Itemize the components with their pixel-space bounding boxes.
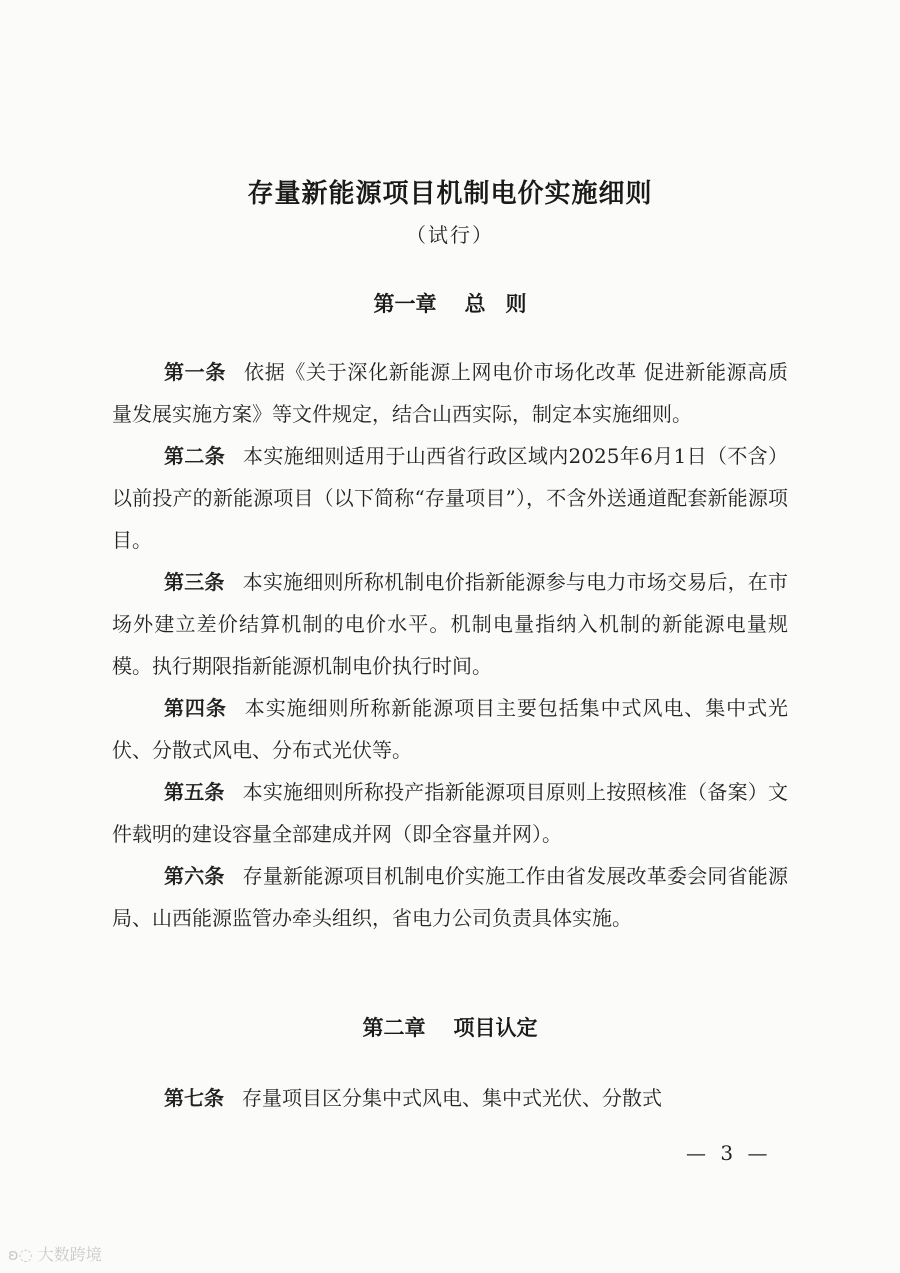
article-label: 第一条 — [164, 360, 227, 384]
article-label: 第七条 — [164, 1086, 224, 1110]
article-label: 第六条 — [164, 864, 225, 888]
article-6 — [112, 855, 788, 939]
article-text: 存量项目区分集中式风电、集中式光伏、分散式 — [242, 1086, 662, 1110]
chapter-1-name: 总 — [464, 292, 486, 316]
chapter-1-name-2: 则 — [505, 292, 527, 316]
article-label: 第二条 — [164, 444, 226, 468]
document-title: 存量新能源项目机制电价实施细则 — [247, 179, 653, 209]
article-text: 本实施细则所称新能源项目主要包括集中式风电、集中式光伏、分散式风电、分布式光伏等。 — [112, 696, 789, 762]
chapter-1-label: 第一章 — [373, 292, 437, 316]
article-text: 本实施细则所称投产指新能源项目原则上按照核准（备案）文件载明的建设容量全部建成并网（即全容量并网）。 — [112, 780, 789, 846]
article-label: 第四条 — [164, 696, 227, 720]
article-3 — [112, 561, 788, 687]
article-text: 依据《关于深化新能源上网电价市场化改革 促进新能源高质量发展实施方案》等文件规定，结合山西实际，制定本实施细则。 — [112, 360, 789, 426]
article-text: 存量新能源项目机制电价实施工作由省发展改革委会同省能源局、山西能源监管办牵头组织，省电力公司负责具体实施。 — [112, 864, 789, 930]
watermark-logo-icon: ʚ◌ — [8, 1245, 33, 1264]
article-label: 第三条 — [164, 570, 225, 594]
article-label: 第五条 — [164, 780, 225, 804]
article-4 — [112, 687, 788, 771]
article-2 — [112, 435, 788, 561]
article-1 — [112, 351, 788, 435]
article-text: 本实施细则适用于山西省行政区域内2025年6月1日（不含）以前投产的新能源项目（以下简称“存量项目”），不含外送通道配套新能源项目。 — [112, 444, 789, 552]
chapter-2-name: 项目认定 — [453, 1016, 538, 1040]
watermark — [8, 1242, 102, 1265]
article-5 — [112, 771, 788, 855]
page-number: — 3 — — [686, 1141, 772, 1165]
chapter-1-heading — [0, 288, 900, 318]
document-subtitle: （试行） — [406, 223, 494, 247]
chapter-1-body — [112, 351, 788, 939]
article-7 — [112, 1077, 788, 1119]
chapter-2-heading — [0, 1012, 900, 1042]
chapter-2-body — [112, 1077, 788, 1119]
chapter-2-label: 第二章 — [362, 1016, 426, 1040]
article-text: 本实施细则所称机制电价指新能源参与电力市场交易后，在市场外建立差价结算机制的电价水平。机制电量指纳入机制的新能源电量规模。执行期限指新能源机制电价执行时间。 — [112, 570, 789, 678]
watermark-text: 大数跨境 — [37, 1245, 102, 1264]
